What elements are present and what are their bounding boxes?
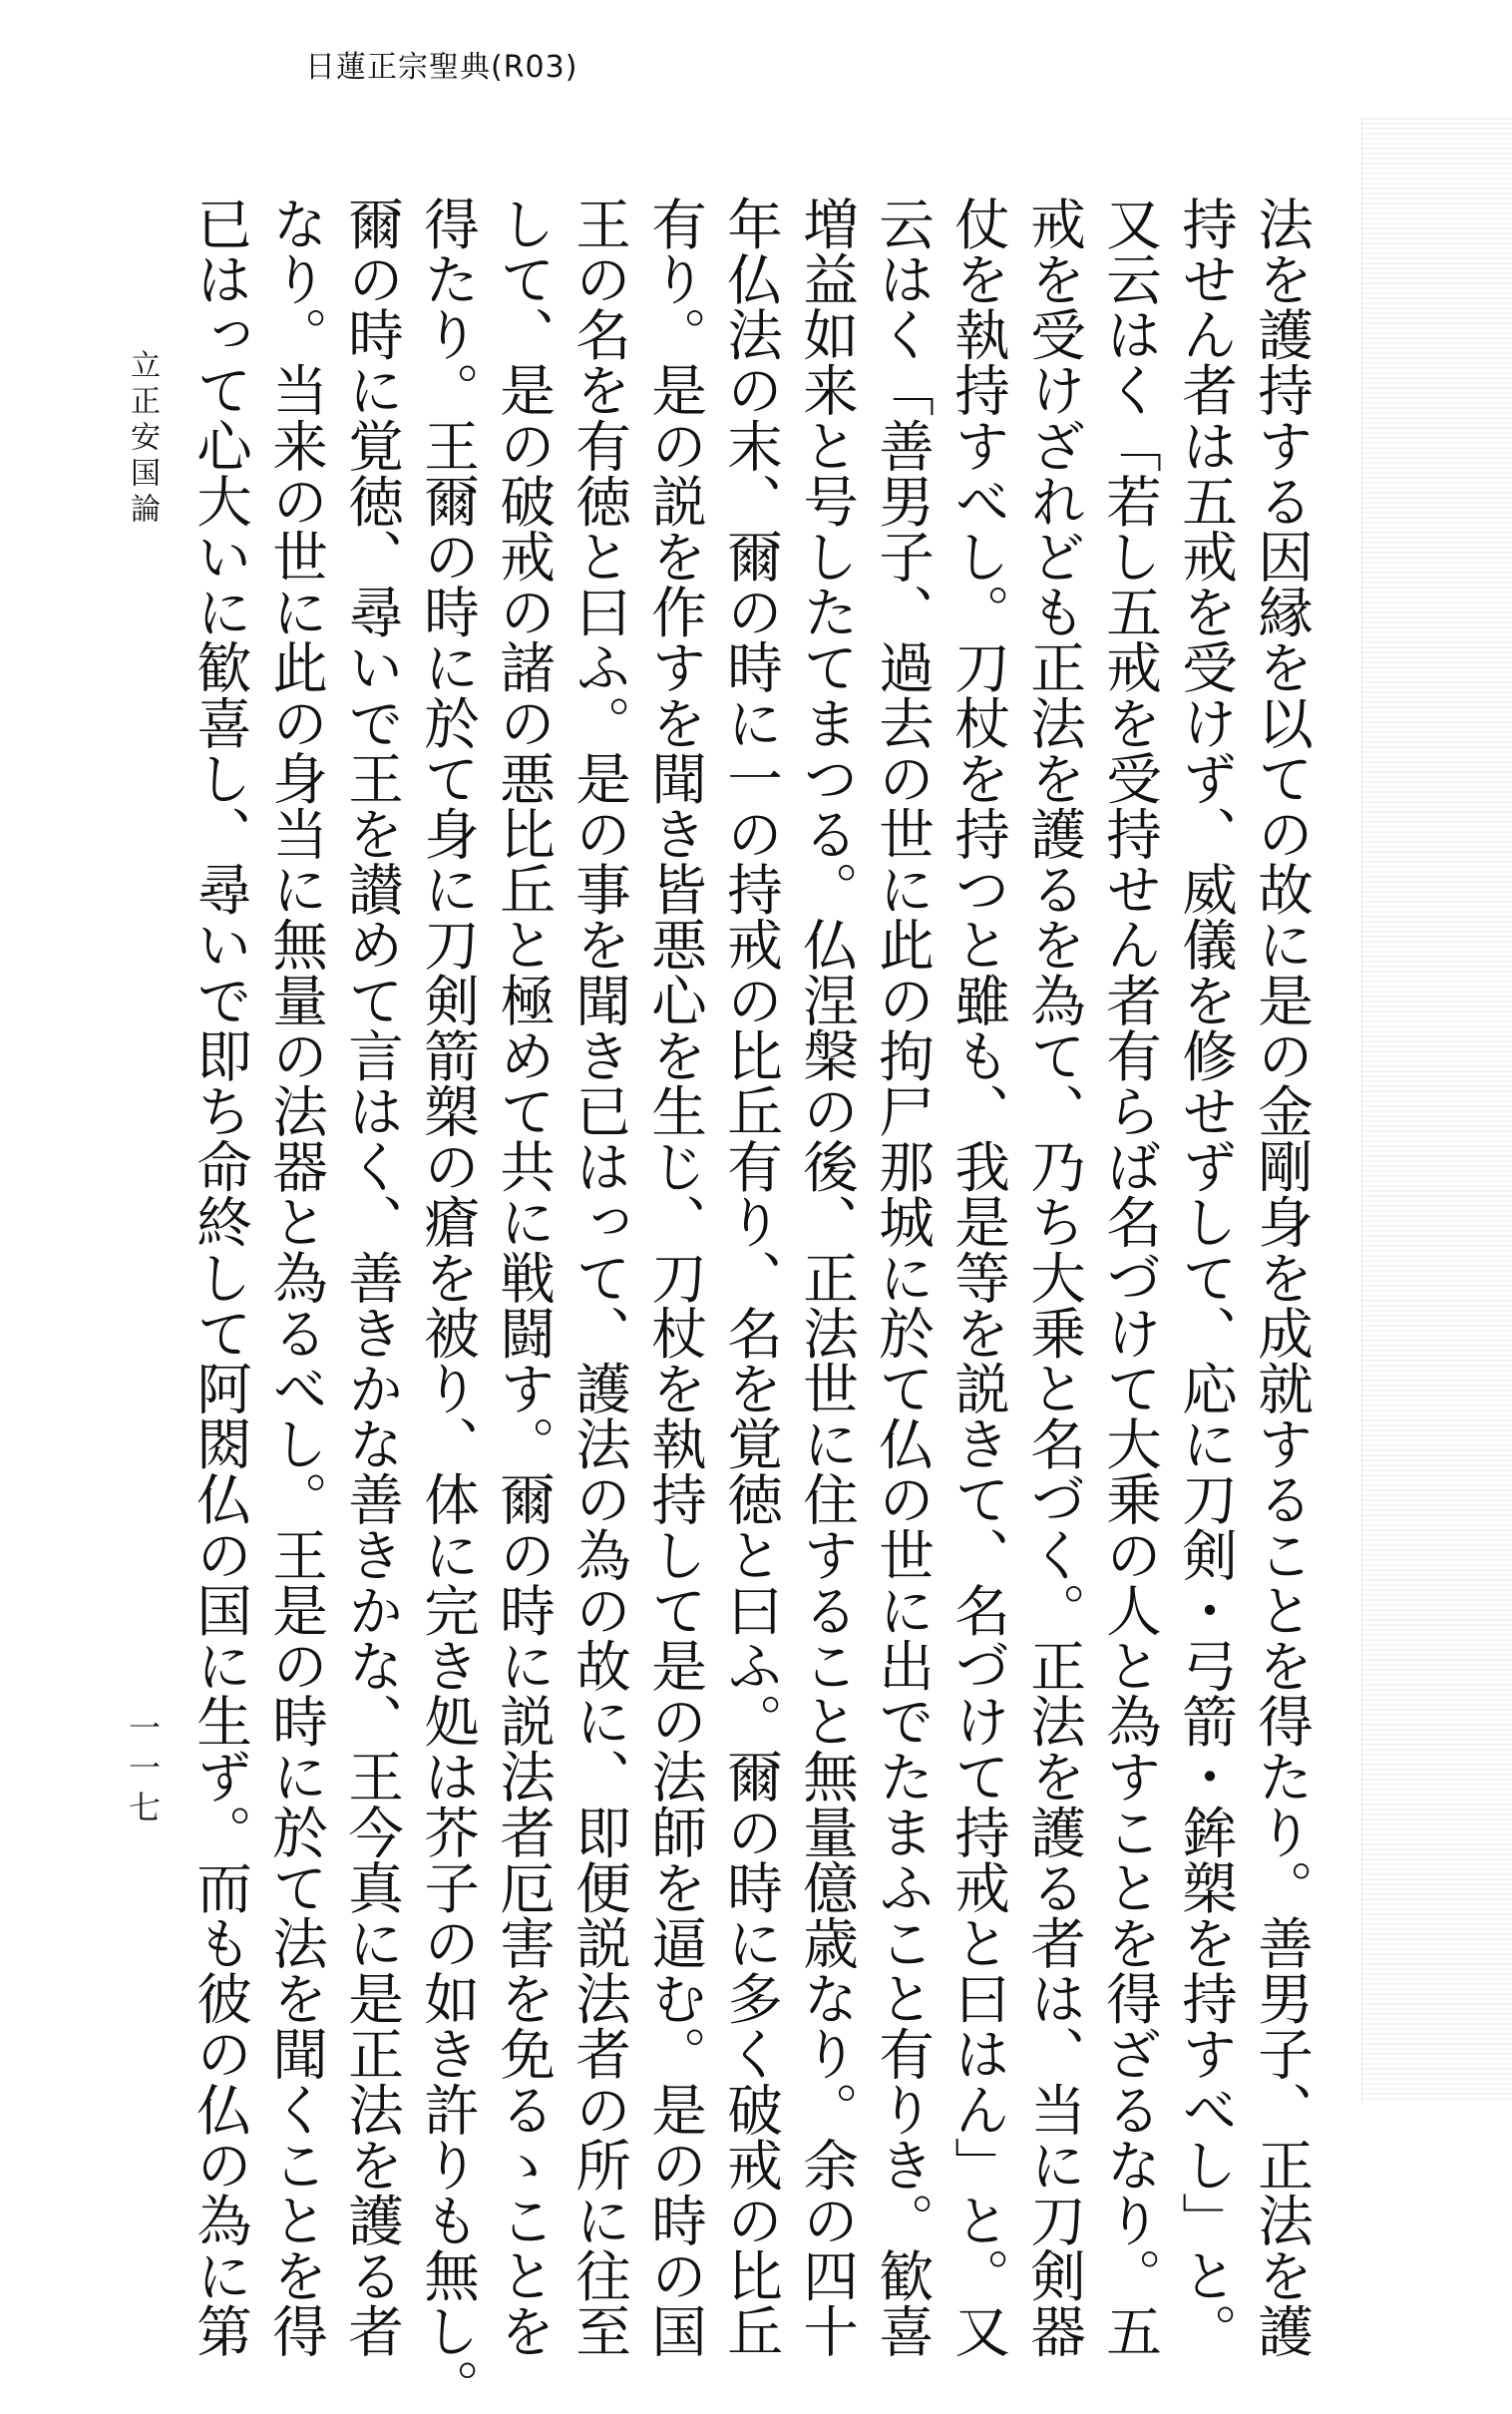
text-column: 法を護持する因縁を以ての故に是の金剛身を成就することを得たり。善男子、正法を護 xyxy=(1248,196,1313,2359)
text-column: 年仏法の末、爾の時に一の持戒の比丘有り、名を覚徳と曰ふ。爾の時に多く破戒の比丘 xyxy=(717,196,782,2359)
text-column: 又云はく「若し五戒を受持せん者有らば名づけて大乗の人と為すことを得ざるなり。五 xyxy=(1096,196,1161,2359)
text-column: 増益如来と号したてまつる。仏涅槃の後、正法世に住すること無量億歳なり。余の四十 xyxy=(793,196,858,2359)
text-column: 有り。是の説を作すを聞き皆悪心を生じ、刀杖を執持して是の法師を逼む。是の時の国 xyxy=(641,196,706,2359)
text-column: 持せん者は五戒を受けず、威儀を修せずして、応に刀剣・弓箭・鉾槊を持すべし」と。 xyxy=(1172,196,1237,2359)
book-section-title: 立正安国論 xyxy=(125,349,160,529)
page-header: 日蓮正宗聖典(R03) xyxy=(305,50,578,85)
text-column: なり。当来の世に此の身当に無量の法器と為るべし。王是の時に於て法を聞くことを得 xyxy=(262,196,327,2359)
text-column: 爾の時に覚徳、尋いで王を讃めて言はく、善きかな善きかな、王今真に是正法を護る者 xyxy=(338,196,403,2359)
text-column: して、是の破戒の諸の悪比丘と極めて共に戦闘す。爾の時に説法者厄害を免るゝことを xyxy=(490,196,555,2359)
page-number: 一一七 xyxy=(124,1711,162,1830)
body-text xyxy=(187,196,1318,2414)
text-column: 云はく「善男子、過去の世に此の拘尸那城に於て仏の世に出でたまふこと有りき。歓喜 xyxy=(869,196,934,2359)
text-column: 得たり。王爾の時に於て身に刀剣箭槊の瘡を被り、体に完き処は芥子の如き許りも無し。 xyxy=(414,196,479,2414)
text-column: 戒を受けざれども正法を護るを為て、乃ち大乗と名づく。正法を護る者は、当に刀剣器 xyxy=(1020,196,1085,2359)
text-column: 仗を執持すべし。刀杖を持つと雖も、我是等を説きて、名づけて持戒と曰はん」と。又 xyxy=(945,196,1009,2359)
text-column: 王の名を有徳と曰ふ。是の事を聞き已はって、護法の為の故に、即便説法者の所に往至 xyxy=(566,196,630,2359)
scan-edge-texture xyxy=(1361,118,1512,2103)
text-column: 已はって心大いに歓喜し、尋いで即ち命終して阿閦仏の国に生ず。而も彼の仏の為に第 xyxy=(187,196,251,2359)
